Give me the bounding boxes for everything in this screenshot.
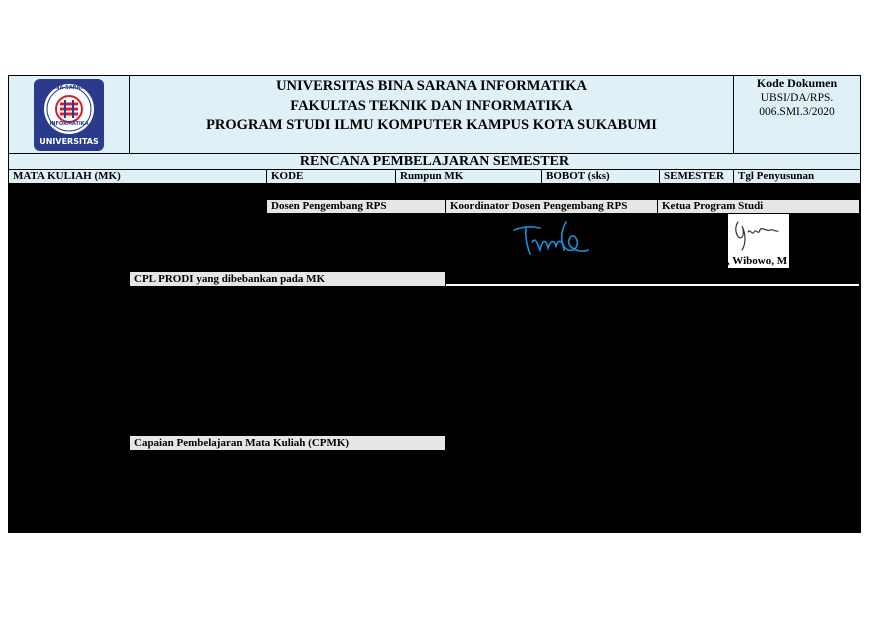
university-title: UNIVERSITAS BINA SARANA INFORMATIKA <box>276 78 587 94</box>
logo-bottom-text: INFORMATIKA <box>49 121 89 127</box>
col-semester: SEMESTER <box>660 170 733 183</box>
label-dosen-pengembang: Dosen Pengembang RPS <box>267 200 445 213</box>
section-cpmk: Capaian Pembelajaran Mata Kuliah (CPMK) <box>130 436 445 450</box>
section-cpl-prodi: CPL PRODI yang dibebankan pada MK <box>130 272 445 286</box>
koordinator-signature-icon <box>510 216 592 260</box>
ketua-signature-icon <box>728 214 789 254</box>
col-tgl-penyusunan: Tgl Penyusunan <box>734 170 860 183</box>
rps-title: RENCANA PEMBELAJARAN SEMESTER <box>9 154 860 169</box>
col-bobot: BOBOT (sks) <box>542 170 659 183</box>
label-koordinator: Koordinator Dosen Pengembang RPS <box>446 200 657 213</box>
logo-banner-text: UNIVERSITAS <box>39 137 99 146</box>
divider-line <box>446 284 859 286</box>
col-rumpun: Rumpun MK <box>396 170 541 183</box>
label-ketua-prodi: Ketua Program Studi <box>658 200 859 213</box>
logo-top-text: BINA SARANA <box>49 85 89 91</box>
col-kode: KODE <box>267 170 395 183</box>
program-title: PROGRAM STUDI ILMU KOMPUTER KAMPUS KOTA SUKABUMI <box>206 117 657 133</box>
document-code-label: Kode Dokumen <box>756 76 838 90</box>
document-code-line1: UBSI/DA/RPS. <box>760 92 834 104</box>
ketua-name: , Wibowo, M <box>727 255 788 267</box>
faculty-title: FAKULTAS TEKNIK DAN INFORMATIKA <box>290 98 573 114</box>
col-mata-kuliah: MATA KULIAH (MK) <box>9 170 266 183</box>
document-code-line2: 006.SMI.3/2020 <box>759 106 835 118</box>
logo-cell <box>9 76 130 153</box>
